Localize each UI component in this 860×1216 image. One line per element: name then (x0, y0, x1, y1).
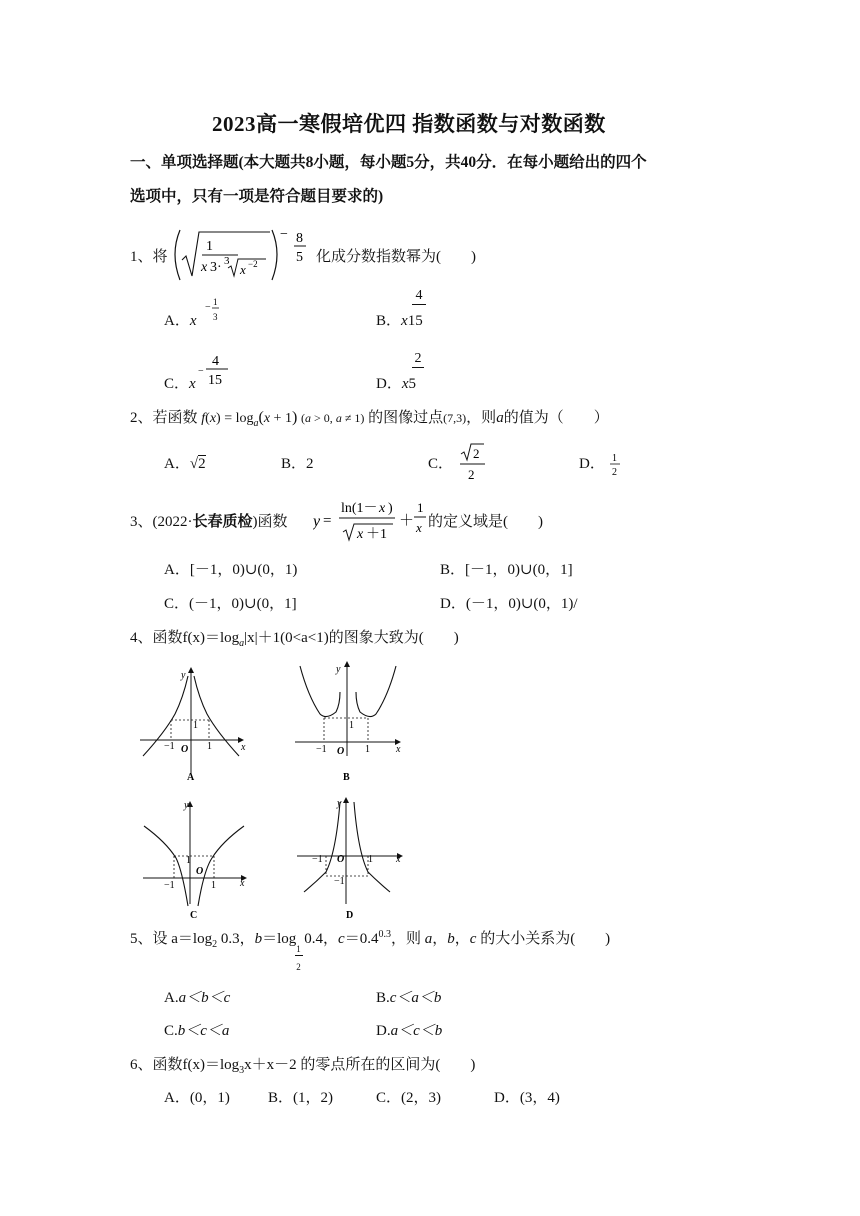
q2-option-c[interactable]: C． (428, 456, 454, 472)
svg-text:=: = (323, 513, 332, 529)
svg-text:y: y (181, 670, 186, 681)
q4-stem: 4、函数$f(x)=\log_a|x|+1(0<a<1)$的图象大致为( ) (130, 630, 459, 649)
q1-option-c[interactable]: C．x (164, 376, 196, 392)
svg-text:15: 15 (208, 373, 222, 388)
svg-text:−1: −1 (316, 744, 327, 755)
svg-text:O: O (181, 744, 189, 755)
q5-option-b[interactable]: B.c＜a＜b (376, 990, 442, 1006)
svg-text:2: 2 (473, 446, 480, 461)
q1-option-c-exponent (198, 350, 232, 390)
svg-text:3: 3 (213, 312, 218, 322)
q1-option-a-exponent (205, 296, 225, 330)
graph-b-label: B (343, 772, 350, 782)
q6-option-a[interactable]: A．(0，1) (164, 1090, 230, 1106)
q1-option-b[interactable]: B．x15 (376, 313, 423, 329)
svg-text:1: 1 (206, 239, 213, 254)
q1-option-a[interactable]: A．x (164, 313, 197, 329)
q2-option-c-fraction (458, 440, 488, 484)
q2-option-d[interactable]: D． (579, 456, 605, 472)
svg-text:−1: −1 (164, 880, 175, 891)
q2-option-b[interactable]: B．2 (281, 456, 314, 472)
q3-prefix: 3、(2022·长春质检)函数 (130, 514, 288, 530)
q2-stem: 2、若函数 $f(x) = \log_a(x + 1) (a > 0$, a ≠ 1) 的图像过点(7,3)，则a的值为（ ） (130, 409, 609, 429)
graph-d-label: D (346, 910, 354, 921)
q3-option-b[interactable]: B．[－1，0)∪(0，1] (440, 562, 573, 578)
q5-option-c[interactable]: C.b＜c＜a (164, 1023, 230, 1039)
section-header-line2: 选项中，只有一项是符合题目要求的) (130, 188, 384, 205)
svg-text:−1: −1 (164, 741, 175, 752)
svg-text:8: 8 (296, 231, 303, 246)
svg-text:4: 4 (212, 354, 219, 369)
graph-c[interactable] (138, 796, 253, 922)
svg-text:1: 1 (417, 500, 424, 515)
q2-option-d-fraction (609, 450, 623, 478)
svg-text:x: x (396, 744, 401, 755)
q1-radical-expression (168, 224, 316, 286)
svg-text:1: 1 (368, 854, 373, 865)
svg-text:−: − (280, 227, 288, 242)
svg-text:1: 1 (186, 855, 191, 866)
q5-option-a[interactable]: A.a＜b＜c (164, 990, 231, 1006)
graph-a[interactable] (135, 662, 250, 782)
q3-option-d[interactable]: D．(－1，0)∪(0，1)/ (440, 596, 578, 612)
q6-stem: 6、函数$f(x)=\log_3x+x-2$ 的零点所在的区间为( ) (130, 1057, 476, 1076)
svg-text:y: y (313, 513, 321, 530)
svg-text:x: x (201, 260, 208, 275)
svg-text:3: 3 (224, 255, 230, 267)
q6-option-b[interactable]: B．(1，2) (268, 1090, 334, 1106)
svg-text:y: y (336, 664, 341, 675)
q3-function-formula (313, 494, 431, 546)
svg-text:−: − (198, 366, 204, 377)
svg-text:1: 1 (211, 880, 216, 891)
q1-option-b-numerator: 4 (412, 288, 426, 305)
svg-text:): ) (388, 501, 393, 516)
svg-text:1: 1 (213, 297, 218, 307)
svg-text:y: y (184, 800, 189, 811)
svg-text:5: 5 (296, 250, 303, 265)
q5-option-d[interactable]: D.a＜c＜b (376, 1023, 443, 1039)
svg-text:＋1: ＋1 (366, 527, 387, 542)
svg-text:ln(1－: ln(1－ (341, 501, 378, 516)
svg-text:3·: 3· (210, 260, 222, 275)
svg-text:2: 2 (468, 467, 475, 482)
q1-option-d[interactable]: D．x5 (376, 376, 417, 392)
svg-text:x: x (396, 854, 401, 865)
svg-text:1: 1 (349, 720, 354, 731)
q3-suffix: 的定义域是( ) (428, 514, 543, 530)
page-title: 2023高一寒假培优四 指数函数与对数函数 (212, 112, 606, 136)
q6-option-c[interactable]: C．(2，3) (376, 1090, 442, 1106)
graph-a-label: A (187, 772, 195, 782)
svg-text:x: x (357, 527, 364, 542)
svg-text:x: x (240, 878, 245, 889)
q2-option-a[interactable]: A．√2 (164, 456, 206, 472)
svg-text:1: 1 (207, 741, 212, 752)
svg-text:−: − (205, 302, 211, 313)
svg-text:x: x (416, 520, 422, 535)
q5-stem: 5、设 $a=\log_2$ 0.3，b＝log $\frac{1}{2}$ 0.4，$c=0.4^{0.3}$，则 a，b，c 的大小关系为( ) (130, 929, 611, 972)
svg-text:−2: −2 (248, 259, 258, 269)
graph-b[interactable] (292, 656, 407, 782)
svg-text:2: 2 (612, 467, 617, 478)
q6-option-d[interactable]: D．(3，4) (494, 1090, 560, 1106)
svg-text:O: O (196, 866, 204, 877)
q3-option-c[interactable]: C．(－1，0)∪(0，1] (164, 596, 297, 612)
svg-text:x: x (240, 262, 246, 277)
svg-text:x: x (241, 742, 246, 753)
q1-suffix: 化成分数指数幂为( ) (316, 249, 476, 265)
svg-text:＋: ＋ (399, 513, 415, 529)
svg-text:1: 1 (365, 744, 370, 755)
svg-text:y: y (337, 798, 342, 809)
graph-d[interactable] (294, 792, 409, 922)
svg-text:1: 1 (193, 720, 198, 731)
q3-option-a[interactable]: A．[－1，0)∪(0，1) (164, 562, 298, 578)
svg-text:−1: −1 (312, 854, 323, 865)
q1-option-d-numerator: 2 (412, 351, 424, 368)
svg-text:O: O (337, 746, 345, 757)
svg-text:O: O (337, 854, 345, 865)
svg-text:x: x (379, 501, 386, 516)
q1-prefix: 1、将 (130, 249, 168, 265)
graph-c-label: C (190, 910, 198, 921)
svg-text:−1: −1 (334, 876, 345, 887)
svg-text:1: 1 (612, 453, 617, 464)
section-header-line1: 一、单项选择题(本大题共8小题，每小题5分，共40分．在每小题给出的四个 (130, 154, 647, 171)
